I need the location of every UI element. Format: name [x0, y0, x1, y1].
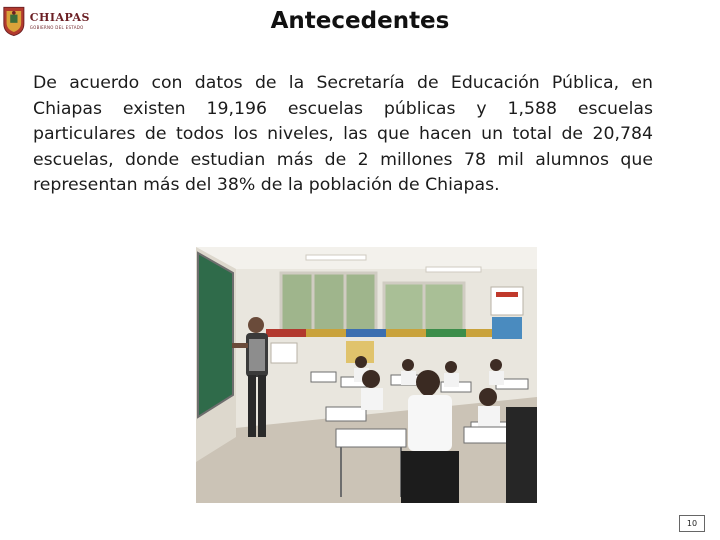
logo-name: CHIAPAS [29, 11, 90, 24]
slide-title: Antecedentes [270, 8, 450, 34]
classroom-illustration [196, 247, 537, 503]
page-number: 10 [679, 515, 705, 532]
logo-subtitle: GOBIERNO DEL ESTADO [29, 25, 84, 30]
chalkboard [198, 253, 233, 417]
slide-body-text: De acuerdo con datos de la Secretaría de Educación Pública, en Chiapas existen 19,196 escuelas públicas y 1,588 escuelas particulares de todos los niveles, las que hacen un total de 20,784 escuelas, donde estudian más de 2 millones 78 mil alumnos que representan más del 38% de la población de Chiapas. [33, 73, 653, 196]
classroom-photo [196, 247, 537, 503]
